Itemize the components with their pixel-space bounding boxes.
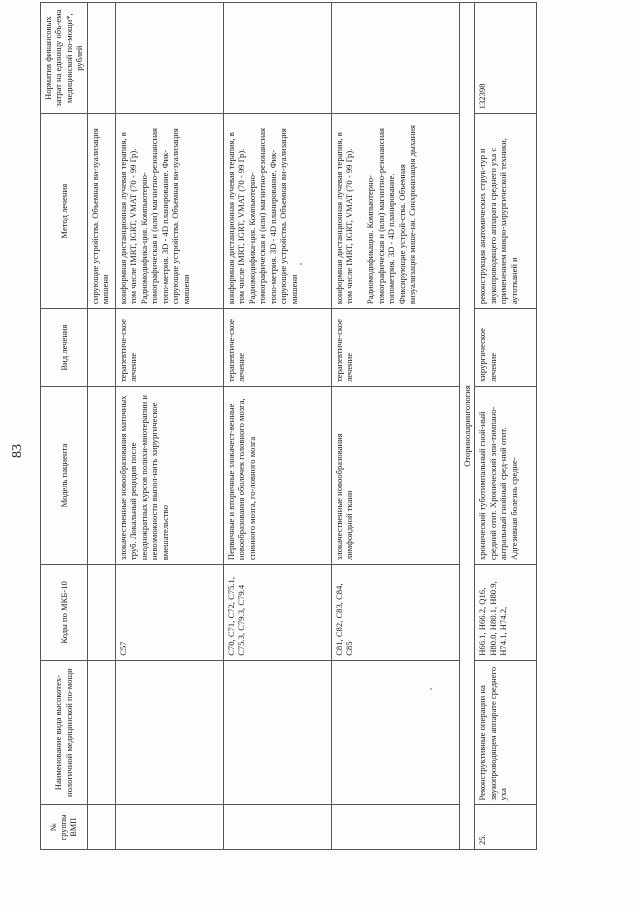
cell-method: конформная дистанционная лучевая терапия, в том числе IMRT, IGRT, VMAT (70 - 99 Гр). Радиомодифика-ция. Компьютерно-томографическая и (или) магнитно-резонансная топо-метрия. 3D - 4D планирование. Фик-сирующие устройства. Объемная ви-зуализация мишени [115,114,223,309]
cell-codes [87,565,115,661]
table-header-row [41,3,88,850]
scan-speck [300,263,302,265]
page-number: 83 [10,444,25,458]
cell-name [223,660,331,805]
cell-method: сирующие устройства. Объемная ви-зуализация мишени [87,114,115,309]
header-name: Наименование вида высокотех-нологичной медицинской по-мощи [41,660,88,805]
cell-codes: H66.1, H66.2, Q16, H80.0, H80.1, H80.9, H74.1, H74.2, [475,565,537,661]
cell-group [223,805,331,850]
cell-cost [115,3,223,114]
cell-codes: C57 [115,565,223,661]
table-row [331,3,459,850]
scan-speck [430,688,432,690]
cell-model: злокачественные новообразования лимфоидной ткани [331,387,459,565]
cell-name [115,660,223,805]
table-row [223,3,331,850]
header-treatment: Вид лечения [41,309,88,387]
cell-model: злокачественные новообразования маточных труб. Локальный рецидив после неоднократных курсов полихи-миотерапии и невозможности выпол-нить хирургическое вмешательство [115,387,223,565]
cell-cost [331,3,459,114]
cell-treatment: терапевтиче-ское лечение [115,309,223,387]
cell-method: реконструкция анатомических струк-тур и звукопроводящего аппарата среднего уха с применением микро-хирургической техники, аутотканей и [475,114,537,309]
table-row [475,3,537,850]
cell-model: Первичные и вторичные злокачест-венные новообразования оболочек головного мозга, спинного мозга, го-ловного мозга [223,387,331,565]
header-group: № группы ВМП [41,805,88,850]
cell-name [87,660,115,805]
cell-treatment: терапевтиче-ское лечение [331,309,459,387]
cell-group [87,805,115,850]
table-row [87,3,115,850]
cell-treatment: терапевтиче-ское лечение [223,309,331,387]
cell-codes: C81, C82, C83, C84, C85 [331,565,459,661]
vmp-table [40,2,537,850]
table-row [115,3,223,850]
header-cost: Норматив финансовых затрат на единицу объ-ема медицинской по-мощи*, рублей [41,3,88,114]
cell-cost [223,3,331,114]
header-method: Метод лечения [41,114,88,309]
cell-group: 25. [475,805,537,850]
cell-treatment: хирургическое лечение [475,309,537,387]
cell-method: конформная дистанционная лучевая терапия, в том числе IMRT, IGRT, VMAT (70 - 99 Гр). Радиомодификация. Компьютерно-томографическая и (или) магнитно-резонансная топометрия. 3D - 4D планирование. Фиксирующие устрой-ства. Объемная визуализация мише-ни. Синхронизация дыхания [331,114,459,309]
cell-cost: 132398 [475,3,537,114]
cell-cost [87,3,115,114]
header-codes: Коды по МКБ-10 [41,565,88,661]
section-row [459,3,474,850]
cell-model: хронический туботимпальный гной-ный средний отит. Хронический эпи-тимпано-антральный гнойный сред-ний отит. Адгезивная болезнь средне- [475,387,537,565]
cell-method: конформная дистанционная лучевая терапия, в том числе IMRT, IGRT, VMAT (70 - 99 Гр). Радиомодифика-ция. Компьютерно-томографическая и (или) магнитно-резонансная топо-метрия. 3D - 4D планирование. Фик-сирующие устройства. Объемная ви-зуализация мишени [223,114,331,309]
section-title: Оториноларингология [459,3,474,850]
cell-name: Реконструктивные операции на звукопроводящем аппарате среднего уха [475,660,537,805]
cell-name [331,660,459,805]
cell-codes: C70, C71, C72, C75.1, C75.3, C79.3, C79.4 [223,565,331,661]
cell-model [87,387,115,565]
cell-group [115,805,223,850]
cell-group [331,805,459,850]
cell-treatment [87,309,115,387]
header-model: Модель пациента [41,387,88,565]
